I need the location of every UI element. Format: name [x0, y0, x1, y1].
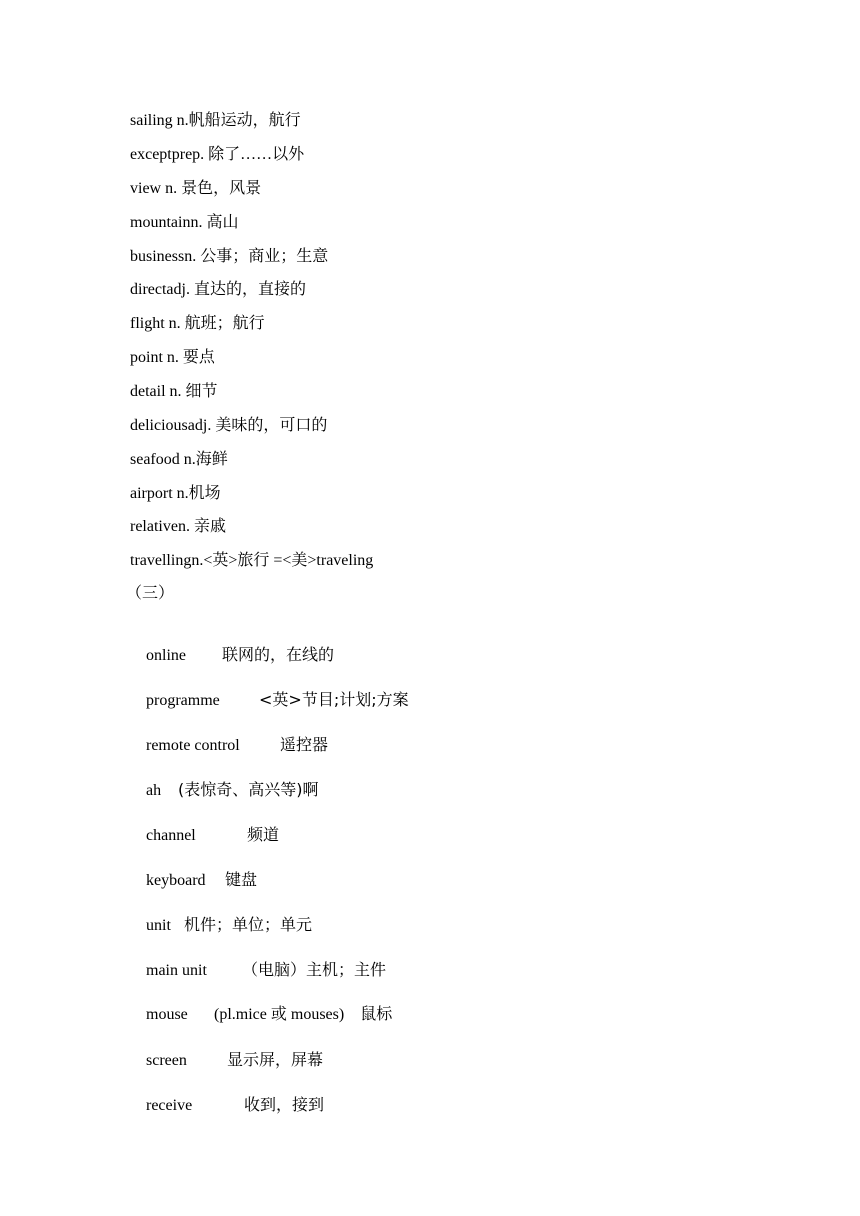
- vocab-entry-flight: flight n. 航班；航行: [130, 315, 265, 332]
- vocab-word: ah: [146, 782, 162, 799]
- vocab-word: online: [146, 647, 186, 664]
- vocab-meaning: 显示屏，屏幕: [227, 1050, 324, 1069]
- vocab-meaning: 联网的，在线的: [222, 645, 335, 664]
- vocab-word: mouse: [146, 1006, 188, 1023]
- vocab-meaning: 频道: [247, 825, 280, 844]
- vocab-word: unit: [146, 917, 171, 934]
- vocab-entry-point: point n. 要点: [130, 349, 215, 366]
- vocab-entry-travelling: travellingn.<英>旅行 =<美>traveling: [130, 552, 374, 569]
- vocab-entry-airport: airport n.机场: [130, 485, 221, 502]
- vocab-entry-view: view n. 景色，风景: [130, 180, 262, 197]
- vocab-entry-mountain: mountainn. 高山: [130, 214, 239, 231]
- vocab-entry-detail: detail n. 细节: [130, 383, 218, 400]
- vocab-meaning: 遥控器: [280, 735, 329, 754]
- vocab-entry-receive: [130, 1075, 324, 1136]
- vocab-entry-delicious: deliciousadj. 美味的，可口的: [130, 417, 328, 434]
- vocab-meaning: 键盘: [225, 870, 258, 889]
- vocab-entry-direct: directadj. 直达的，直接的: [130, 281, 306, 298]
- vocab-meaning: (pl.mice 或 mouses) 鼠标: [214, 1006, 393, 1023]
- vocab-meaning: （电脑）主机；主件: [242, 960, 387, 979]
- section-heading: （三）: [126, 585, 175, 602]
- vocab-entry-business: businessn. 公事；商业；生意: [130, 248, 329, 265]
- vocab-entry-seafood: seafood n.海鲜: [130, 451, 228, 468]
- vocab-entry-except: exceptprep. 除了……以外: [130, 146, 305, 163]
- vocab-meaning: 机件；单位；单元: [184, 915, 313, 934]
- vocab-meaning: <英>节目;计划;方案: [259, 690, 409, 709]
- vocab-word: remote control: [146, 737, 240, 754]
- vocab-word: keyboard: [146, 872, 206, 889]
- vocab-meaning: (表惊奇、高兴等)啊: [178, 780, 319, 799]
- vocab-word: programme: [146, 692, 220, 709]
- vocab-entry-sailing: sailing n.帆船运动，航行: [130, 112, 301, 129]
- vocab-word: receive: [146, 1097, 193, 1114]
- vocab-entry-relative: relativen. 亲戚: [130, 518, 226, 535]
- vocab-word: channel: [146, 827, 196, 844]
- vocab-word: screen: [146, 1052, 187, 1069]
- vocab-word: main unit: [146, 962, 207, 979]
- vocab-meaning: 收到，接到: [244, 1095, 325, 1114]
